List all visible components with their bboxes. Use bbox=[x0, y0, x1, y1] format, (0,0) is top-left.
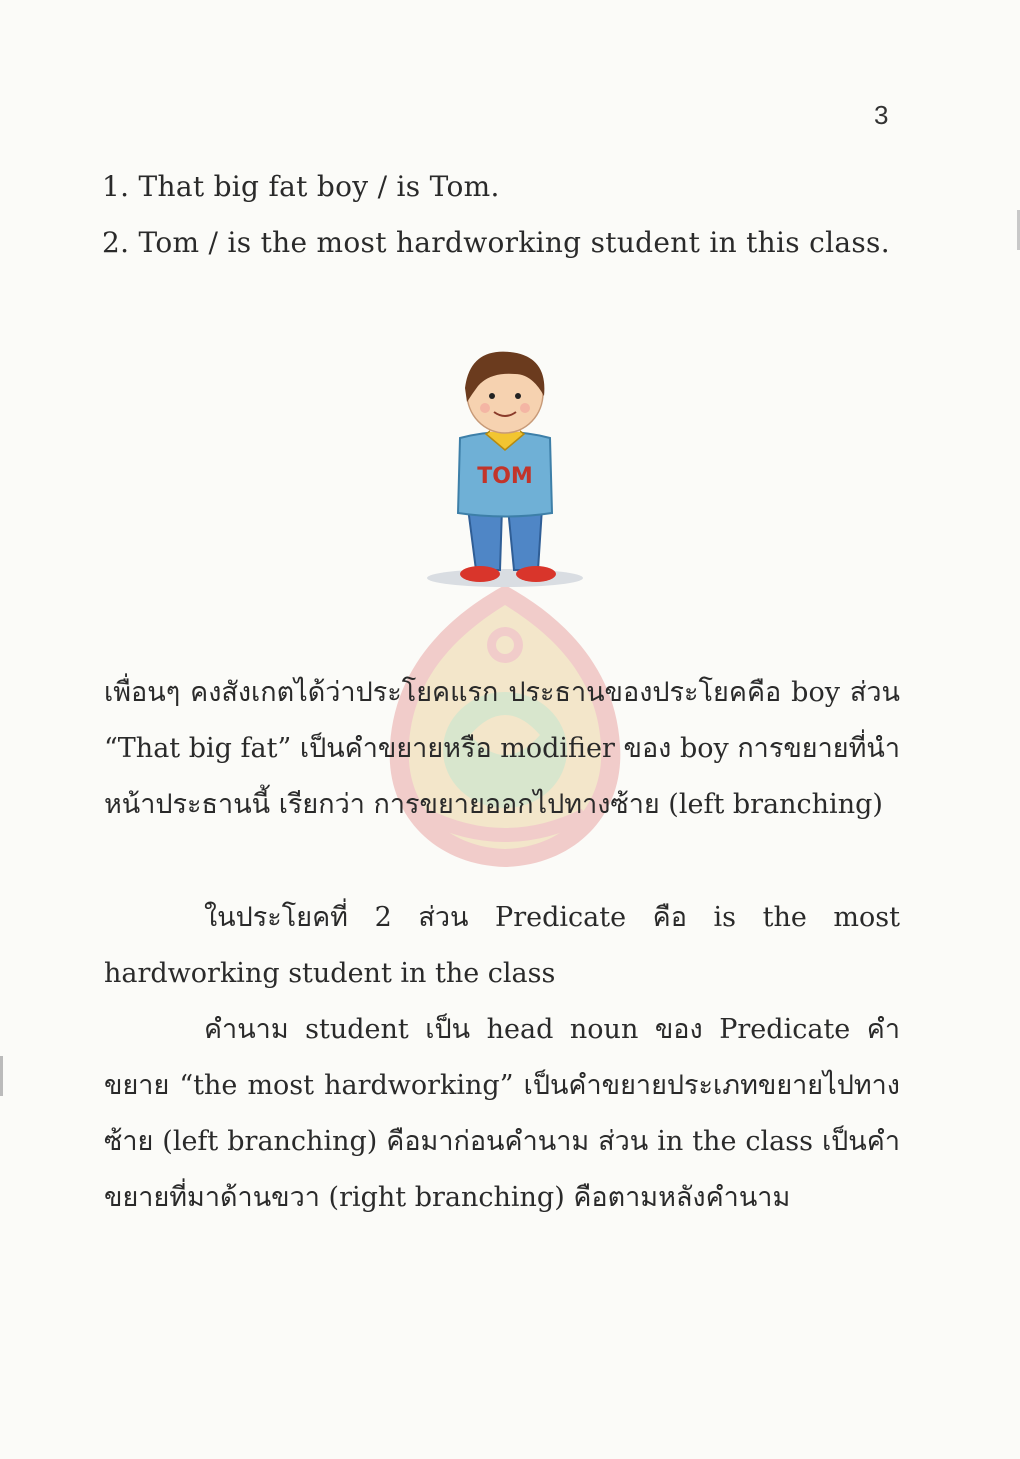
example-sentence-1: 1. That big fat boy / is Tom. bbox=[102, 170, 500, 203]
example-sentence-2: 2. Tom / is the most hardworking student in this class. bbox=[102, 226, 890, 259]
boy-illustration bbox=[420, 338, 590, 598]
paragraph-text: เพื่อนๆ คงสังเกตได้ว่าประโยคแรก ประธานของประโยคคือ boy ส่วน “That big fat” เป็นคำขยายหรือ modifier ของ boy การขยายที่นำหน้าประธานนี้ เรียกว่า การขยายออกไปทางซ้าย (left branching) bbox=[104, 677, 900, 820]
page-number: 3 bbox=[874, 100, 889, 130]
paragraph-text: ในประโยคที่ 2 ส่วน Predicate คือ is the most hardworking student in the class bbox=[104, 902, 900, 989]
paragraph-3 bbox=[104, 1002, 900, 1226]
paragraph-1 bbox=[104, 665, 900, 833]
paragraph-2 bbox=[104, 890, 900, 1002]
paragraph-text: คำนาม student เป็น head noun ของ Predicate คำขยาย “the most hardworking” เป็นคำขยายประเภทขยายไปทางซ้าย (left branching) คือมาก่อนคำนาม ส่วน in the class เป็นคำขยายที่มาด้านขวา (right branching) คือตามหลังคำนาม bbox=[104, 1014, 900, 1213]
shirt-label: TOM bbox=[477, 464, 533, 489]
scan-edge-mark bbox=[0, 1056, 3, 1096]
